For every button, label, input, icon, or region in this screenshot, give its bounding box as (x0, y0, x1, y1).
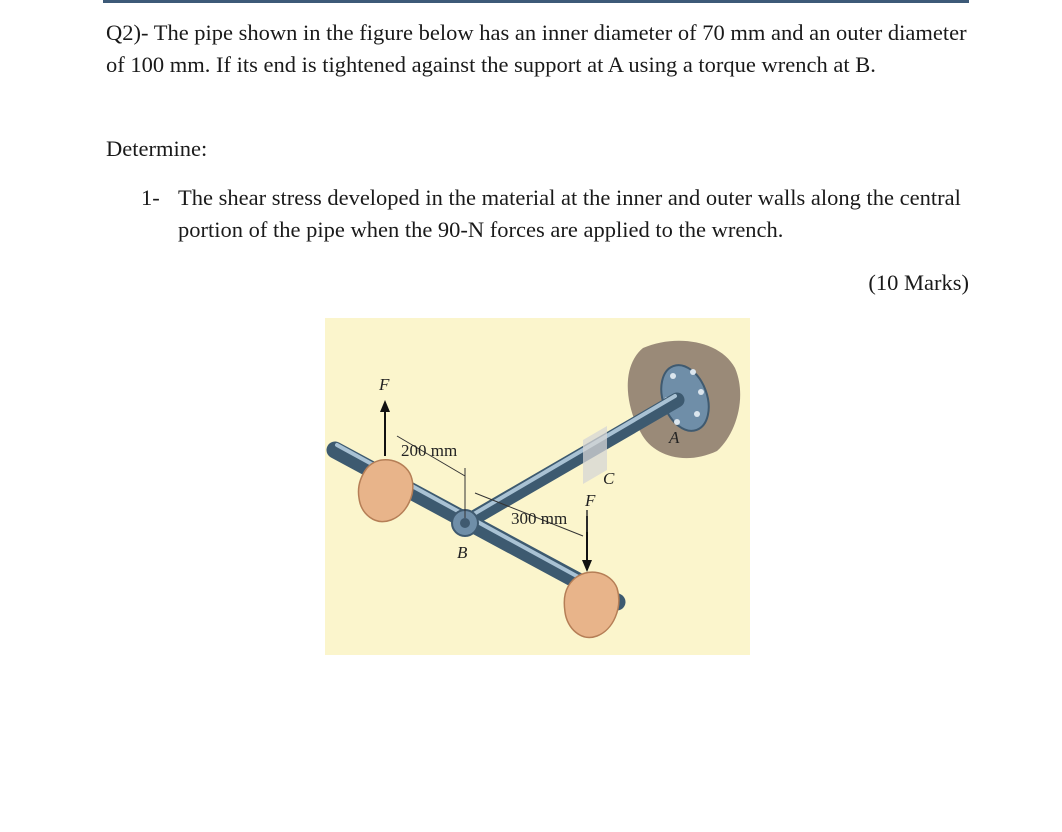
wrench-hub-center (460, 518, 470, 528)
label-force-left: F (379, 375, 390, 394)
label-point-c: C (603, 469, 615, 488)
flange-bolt (690, 369, 696, 375)
label-force-right: F (585, 491, 596, 510)
determine-label: Determine: (106, 136, 208, 161)
question-text: Q2)- The pipe shown in the figure below has an inner diameter of 70 mm and an outer diameter of 100 mm. If its end is tightened against the support at A using a torque wrench at B. (106, 20, 967, 77)
list-item-text: The shear stress developed in the material at the inner and outer walls along the central portion of the pipe when the 90-N forces are applied to the wrench. (178, 185, 961, 242)
list-item (141, 182, 961, 245)
flange-bolt (670, 373, 676, 379)
label-dim-right: 300 mm (511, 509, 568, 528)
flange-bolt (694, 411, 700, 417)
top-rule (103, 0, 969, 3)
flange-bolt (674, 419, 680, 425)
list-item-number: 1- (141, 185, 160, 210)
figure-illustration (325, 318, 750, 655)
flange-bolt (698, 389, 704, 395)
label-point-b: B (457, 543, 468, 562)
label-dim-left: 200 mm (401, 441, 458, 460)
marks-label: (10 Marks) (868, 270, 969, 295)
label-point-a: A (669, 428, 680, 447)
torque-wrench-figure (325, 318, 750, 655)
